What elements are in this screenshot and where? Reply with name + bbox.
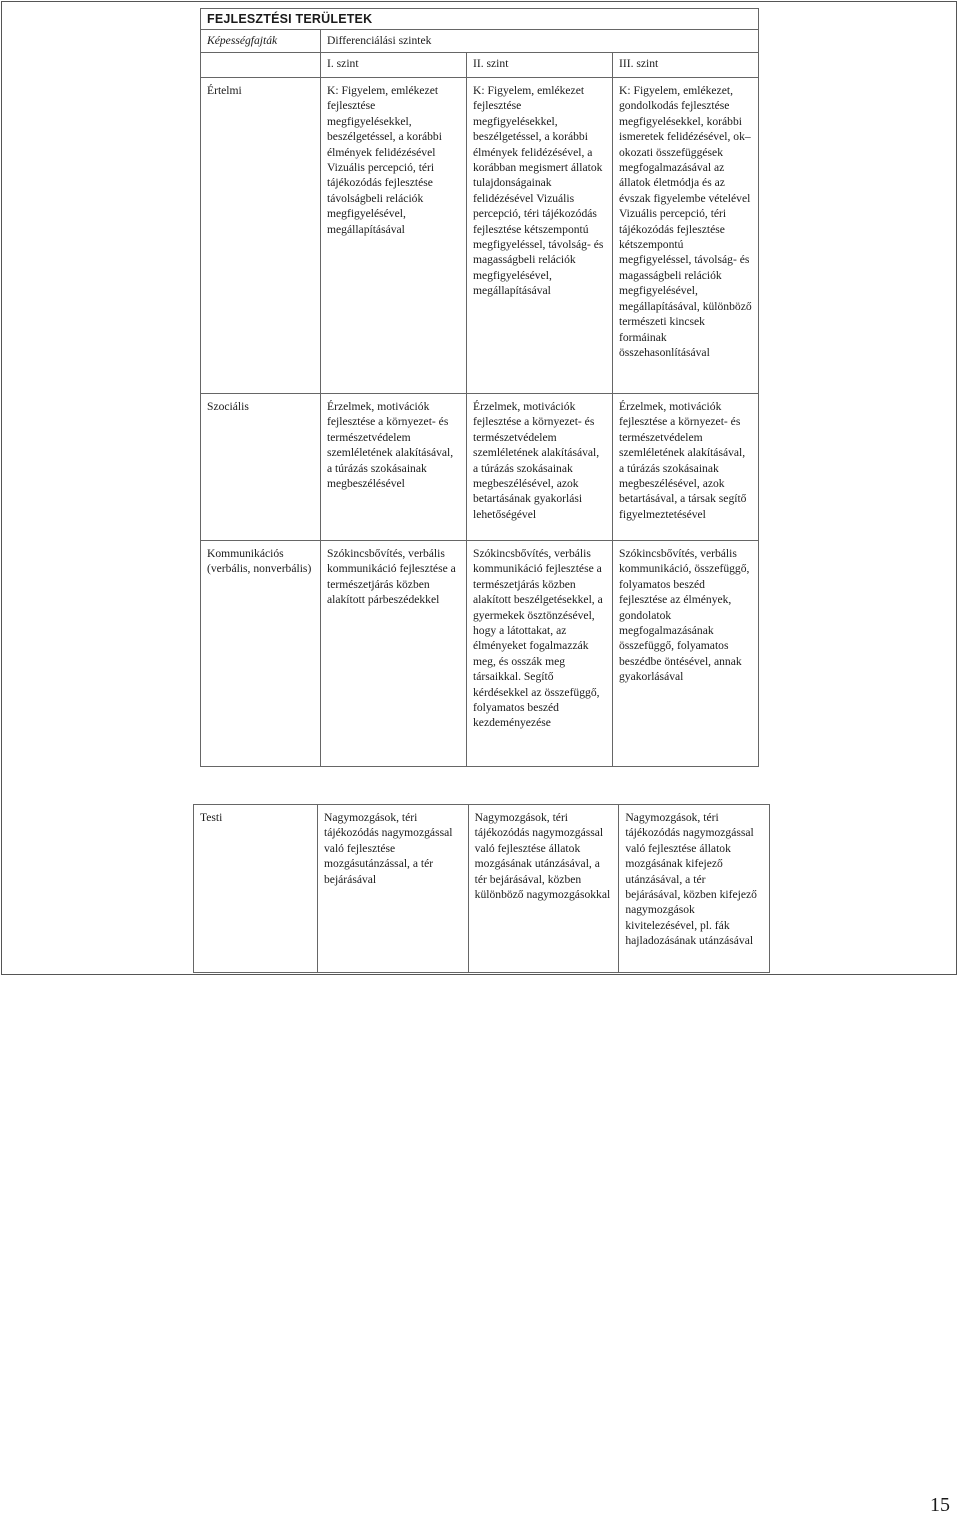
level-1: I. szint [321,53,467,78]
area-cell: Szociális [201,394,321,541]
level-empty-cell [201,53,321,78]
level-3-cell: Szókincsbővítés, verbális kommunikáció, összefüggő, folyamatos beszéd fejlesztése az élmények, gondolatok megfogalmazásának összefüggő, folyamatos beszédbe öntésével, annak gyakorlásával [613,541,759,767]
table-row [194,805,770,973]
level-2-cell: K: Figyelem, emlékezet fejlesztése megfigyelésekkel, beszélgetéssel, a korábbi élmények felidézésével, a korábban megismert állatok tulajdonságainak felidézésével Vizuális percepció, téri tájékozódás fejlesztése kétszempontú megfigyeléssel, távolság- és magasságbeli relációk megfigyelésével, megállapításával [467,78,613,394]
area-cell: Kommunikációs (verbális, nonverbális) [201,541,321,767]
development-areas-table-1 [200,8,759,767]
physical-table [193,804,770,973]
level-3-cell: Érzelmek, motivációk fejlesztése a környezet- és természetvédelem szemléletének alakításával, a túrázás szokásainak megbeszélésével, azok betartásával, a társak segítő figyelmeztetésével [613,394,759,541]
level-1-cell: Érzelmek, motivációk fejlesztése a környezet- és természetvédelem szemléletének alakításával, a túrázás szokásainak megbeszélésével [321,394,467,541]
table-row [201,541,759,767]
level-2: II. szint [467,53,613,78]
levels-table [200,29,759,767]
table-row [201,394,759,541]
area-cell: Értelmi [201,78,321,394]
level-2-cell: Nagymozgások, téri tájékozódás nagymozgással való fejlesztése állatok mozgásának utánzásával, a tér bejárásával, közben különböző nagymozgásokkal [468,805,619,973]
development-areas-table-2 [193,804,770,973]
level-1-cell: Nagymozgások, téri tájékozódás nagymozgással való fejlesztése mozgásutánzással, a tér bejárásával [318,805,469,973]
table-title: FEJLESZTÉSI TERÜLETEK [200,8,759,29]
header-levels: Differenciálási szintek [321,30,759,53]
level-row [201,53,759,78]
level-3-cell: K: Figyelem, emlékezet, gondolkodás fejlesztése megfigyelésekkel, korábbi ismeretek felidézésével, ok–okozati összefüggések megfogalmazásával az állatok életmódja és az évszak figyelembe vételével Vizuális percepció, téri tájékozódás fejlesztése kétszempontú megfigyeléssel, távolság- és magasságbeli relációk megfigyelésével, megállapításával, különböző természeti kincsek formáinak összehasonlításával [613,78,759,394]
level-2-cell: Érzelmek, motivációk fejlesztése a környezet- és természetvédelem szemléletének alakításával, a túrázás szokásainak megbeszélésével, azok betartásának gyakorlási lehetőségével [467,394,613,541]
level-3: III. szint [613,53,759,78]
level-1-cell: Szókincsbővítés, verbális kommunikáció fejlesztése a természetjárás közben alakított párbeszédekkel [321,541,467,767]
area-cell: Testi [194,805,318,973]
level-3-cell: Nagymozgások, téri tájékozódás nagymozgással való fejlesztése állatok mozgásának kifejező utánzásával, a tér bejárásával, közben kifejező nagymozgások kivitelezésével, pl. fák hajladozásának utánzásával [619,805,770,973]
page-number: 15 [930,1494,950,1516]
table-header-row [201,30,759,53]
table-row [201,78,759,394]
header-capability: Képességfajták [201,30,321,53]
level-1-cell: K: Figyelem, emlékezet fejlesztése megfigyelésekkel, beszélgetéssel, a korábbi élmények felidézésével Vizuális percepció, téri tájékozódás fejlesztése távolságbeli relációk megfigyelésével, megállapításával [321,78,467,394]
level-2-cell: Szókincsbővítés, verbális kommunikáció fejlesztése a természetjárás közben alakított beszélgetésekkel, a gyermekek ösztönzésével, hogy a látottakat, az élményeket fogalmazzák meg, és osszák meg társaikkal. Segítő kérdésekkel az összefüggő, folyamatos beszéd kezdeményezése [467,541,613,767]
